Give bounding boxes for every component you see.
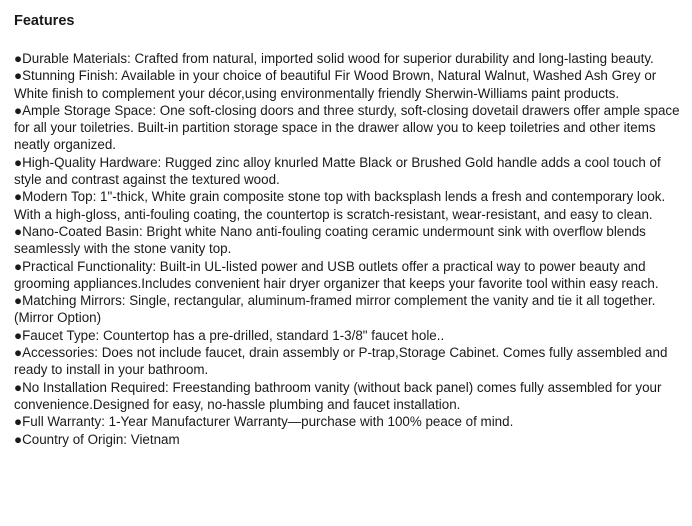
feature-item: [14, 258, 680, 293]
section-title: Features: [14, 13, 75, 29]
bullet-icon: ●: [14, 102, 23, 118]
feature-text: Faucet Type: Countertop has a pre-drilled, standard 1-3/8" faucet hole..: [22, 327, 445, 343]
feature-text: Accessories: Does not include faucet, drain assembly or P-trap,Storage Cabinet. Comes fully assembled and ready to install in your bathroom.: [14, 345, 668, 378]
bullet-icon: ●: [14, 293, 23, 309]
feature-text: Stunning Finish: Available in your choice of beautiful Fir Wood Brown, Natural Walnut, Washed Ash Grey or White finish to complement your décor,using environmentally friendly Sherwin-Williams paint products.: [14, 68, 657, 101]
feature-text: High-Quality Hardware: Rugged zinc alloy knurled Matte Black or Brushed Gold handle adds a cool touch of style and contrast against the textured wood.: [14, 154, 661, 188]
feature-text: Ample Storage Space: One soft-closing doors and three sturdy, soft-closing dovetail drawers offer ample space for all your toiletries. Built-in partition storage space in the drawer allow you to keep toiletries and other items neatly organized.: [14, 102, 680, 153]
feature-text: Full Warranty: 1-Year Manufacturer Warranty—purchase with 100% peace of mind.: [22, 414, 514, 430]
feature-item: [14, 67, 680, 102]
feature-item: [14, 154, 680, 189]
feature-item: [14, 223, 680, 258]
feature-text: Modern Top: 1"-thick, White grain composite stone top with backsplash lends a fresh and contemporary look. With a high-gloss, anti-fouling coating, the countertop is scratch-resistant, wear-resistant, and easy to clean.: [14, 189, 666, 222]
feature-text: Durable Materials: Crafted from natural, imported solid wood for superior durability and long-lasting beauty.: [22, 51, 654, 66]
feature-item: [14, 188, 680, 223]
feature-list: [14, 50, 680, 448]
bullet-icon: ●: [14, 345, 23, 361]
feature-item: [14, 344, 680, 379]
bullet-icon: ●: [14, 431, 23, 447]
feature-item: [14, 327, 680, 344]
feature-item: [14, 50, 680, 67]
bullet-icon: ●: [14, 154, 23, 170]
bullet-icon: ●: [14, 68, 23, 84]
feature-item: [14, 292, 680, 327]
feature-item: [14, 413, 680, 430]
bullet-icon: ●: [14, 258, 23, 274]
feature-item: [14, 431, 680, 448]
bullet-icon: ●: [14, 223, 23, 239]
bullet-icon: ●: [14, 379, 23, 395]
bullet-icon: ●: [14, 51, 23, 66]
feature-item: [14, 379, 680, 414]
feature-text: Nano-Coated Basin: Bright white Nano anti-fouling coating ceramic undermount sink with overflow blends seamlessly with the stone vanity top.: [14, 223, 646, 257]
feature-text: No Installation Required: Freestanding bathroom vanity (without back panel) comes fully assembled for your convenience.Designed for easy, no-hassle plumbing and faucet installation.: [14, 379, 662, 412]
feature-text: Practical Functionality: Built-in UL-listed power and USB outlets offer a practical way to power beauty and grooming appliances.Includes convenient hair dryer organizer that keeps your favorite tool within easy reach.: [14, 258, 659, 291]
bullet-icon: ●: [14, 414, 23, 430]
feature-item: [14, 102, 680, 154]
feature-text: Matching Mirrors: Single, rectangular, aluminum-framed mirror complement the vanity and tie it all together. (Mirror Option): [14, 293, 656, 326]
feature-text: Country of Origin: Vietnam: [22, 431, 180, 447]
bullet-icon: ●: [14, 189, 23, 205]
bullet-icon: ●: [14, 327, 23, 343]
